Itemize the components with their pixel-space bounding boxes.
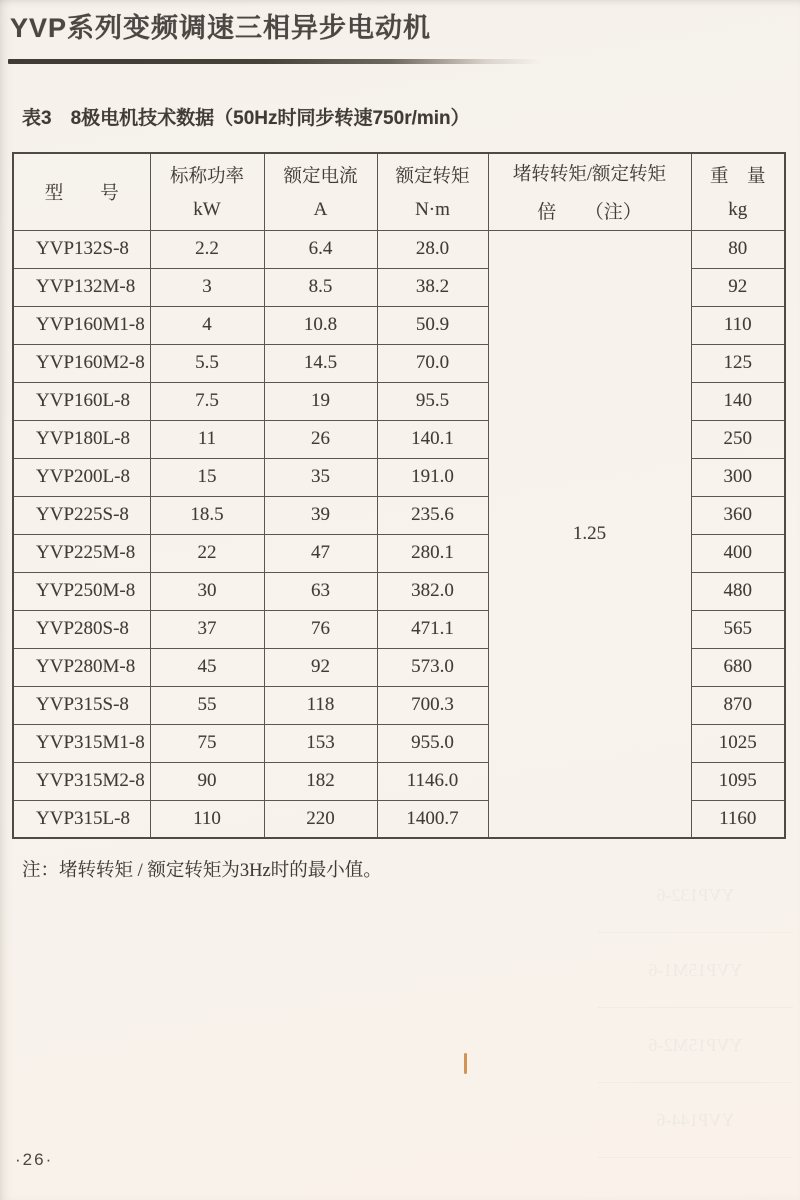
column-header-weight: 重 量 kg bbox=[691, 153, 785, 230]
weight-cell: 80 bbox=[691, 230, 785, 268]
bleedthrough-text: YVP132-6 bbox=[598, 858, 793, 933]
model-cell: YVP315L-8 bbox=[13, 800, 150, 838]
torque-cell: 280.1 bbox=[377, 534, 488, 572]
table-header-row bbox=[13, 153, 785, 230]
torque-cell: 38.2 bbox=[377, 268, 488, 306]
model-cell: YVP132M-8 bbox=[13, 268, 150, 306]
weight-cell: 1095 bbox=[691, 762, 785, 800]
page-number: ·26· bbox=[15, 1150, 54, 1169]
weight-cell: 92 bbox=[691, 268, 785, 306]
model-cell: YVP315M1-8 bbox=[13, 724, 150, 762]
page-title: YVP系列变频调速三相异步电动机 bbox=[10, 13, 432, 43]
bleedthrough-text: YVP15M1-6 bbox=[598, 933, 793, 1008]
torque-cell: 1400.7 bbox=[377, 800, 488, 838]
model-cell: YVP225S-8 bbox=[13, 496, 150, 534]
model-cell: YVP250M-8 bbox=[13, 572, 150, 610]
power-cell: 37 bbox=[150, 610, 264, 648]
power-cell: 55 bbox=[150, 686, 264, 724]
torque-cell: 28.0 bbox=[377, 230, 488, 268]
table-row bbox=[13, 230, 785, 268]
bleedthrough-text: YVP144-6 bbox=[598, 1083, 793, 1158]
motor-spec-table bbox=[12, 152, 786, 839]
torque-cell: 471.1 bbox=[377, 610, 488, 648]
current-cell: 47 bbox=[264, 534, 377, 572]
model-cell: YVP315S-8 bbox=[13, 686, 150, 724]
power-cell: 15 bbox=[150, 458, 264, 496]
power-cell: 7.5 bbox=[150, 382, 264, 420]
title-underline-rule bbox=[8, 59, 540, 64]
model-cell: YVP315M2-8 bbox=[13, 762, 150, 800]
weight-cell: 250 bbox=[691, 420, 785, 458]
torque-cell: 70.0 bbox=[377, 344, 488, 382]
torque-cell: 573.0 bbox=[377, 648, 488, 686]
current-cell: 153 bbox=[264, 724, 377, 762]
power-cell: 11 bbox=[150, 420, 264, 458]
weight-cell: 140 bbox=[691, 382, 785, 420]
model-cell: YVP180L-8 bbox=[13, 420, 150, 458]
torque-cell: 235.6 bbox=[377, 496, 488, 534]
power-cell: 18.5 bbox=[150, 496, 264, 534]
torque-cell: 700.3 bbox=[377, 686, 488, 724]
bleedthrough-artifact bbox=[598, 858, 793, 1158]
power-cell: 2.2 bbox=[150, 230, 264, 268]
torque-cell: 1146.0 bbox=[377, 762, 488, 800]
model-cell: YVP280S-8 bbox=[13, 610, 150, 648]
power-cell: 45 bbox=[150, 648, 264, 686]
footnote: 注：堵转转矩 / 额定转矩为3Hz时的最小值。 bbox=[22, 861, 382, 881]
ratio-merged-cell: 1.25 bbox=[488, 230, 691, 838]
current-cell: 14.5 bbox=[264, 344, 377, 382]
torque-cell: 382.0 bbox=[377, 572, 488, 610]
current-cell: 6.4 bbox=[264, 230, 377, 268]
column-header-ratio: 堵转转矩/额定转矩 倍 （注） bbox=[488, 153, 691, 230]
torque-cell: 95.5 bbox=[377, 382, 488, 420]
torque-cell: 140.1 bbox=[377, 420, 488, 458]
current-cell: 19 bbox=[264, 382, 377, 420]
torque-cell: 955.0 bbox=[377, 724, 488, 762]
model-cell: YVP160L-8 bbox=[13, 382, 150, 420]
weight-cell: 360 bbox=[691, 496, 785, 534]
power-cell: 75 bbox=[150, 724, 264, 762]
current-cell: 220 bbox=[264, 800, 377, 838]
current-cell: 76 bbox=[264, 610, 377, 648]
weight-cell: 110 bbox=[691, 306, 785, 344]
column-header-power: 标称功率 kW bbox=[150, 153, 264, 230]
model-cell: YVP132S-8 bbox=[13, 230, 150, 268]
power-cell: 30 bbox=[150, 572, 264, 610]
model-cell: YVP280M-8 bbox=[13, 648, 150, 686]
weight-cell: 1160 bbox=[691, 800, 785, 838]
model-cell: YVP200L-8 bbox=[13, 458, 150, 496]
current-cell: 26 bbox=[264, 420, 377, 458]
weight-cell: 300 bbox=[691, 458, 785, 496]
power-cell: 90 bbox=[150, 762, 264, 800]
current-cell: 63 bbox=[264, 572, 377, 610]
torque-cell: 191.0 bbox=[377, 458, 488, 496]
bleedthrough-text: YVP15M2-6 bbox=[598, 1008, 793, 1083]
current-cell: 39 bbox=[264, 496, 377, 534]
table-caption: 表3 8极电机技术数据（50Hz时同步转速750r/min） bbox=[22, 108, 470, 129]
power-cell: 22 bbox=[150, 534, 264, 572]
weight-cell: 870 bbox=[691, 686, 785, 724]
model-cell: YVP160M1-8 bbox=[13, 306, 150, 344]
weight-cell: 480 bbox=[691, 572, 785, 610]
current-cell: 35 bbox=[264, 458, 377, 496]
power-cell: 3 bbox=[150, 268, 264, 306]
power-cell: 4 bbox=[150, 306, 264, 344]
current-cell: 92 bbox=[264, 648, 377, 686]
model-cell: YVP160M2-8 bbox=[13, 344, 150, 382]
power-cell: 5.5 bbox=[150, 344, 264, 382]
torque-cell: 50.9 bbox=[377, 306, 488, 344]
current-cell: 10.8 bbox=[264, 306, 377, 344]
power-cell: 110 bbox=[150, 800, 264, 838]
weight-cell: 400 bbox=[691, 534, 785, 572]
model-cell: YVP225M-8 bbox=[13, 534, 150, 572]
weight-cell: 125 bbox=[691, 344, 785, 382]
column-header-torque: 额定转矩 N·m bbox=[377, 153, 488, 230]
weight-cell: 680 bbox=[691, 648, 785, 686]
column-header-current: 额定电流 A bbox=[264, 153, 377, 230]
current-cell: 8.5 bbox=[264, 268, 377, 306]
current-cell: 182 bbox=[264, 762, 377, 800]
column-header-model: 型 号 bbox=[13, 153, 150, 230]
current-cell: 118 bbox=[264, 686, 377, 724]
weight-cell: 565 bbox=[691, 610, 785, 648]
weight-cell: 1025 bbox=[691, 724, 785, 762]
scan-artifact-mark bbox=[464, 1053, 467, 1074]
